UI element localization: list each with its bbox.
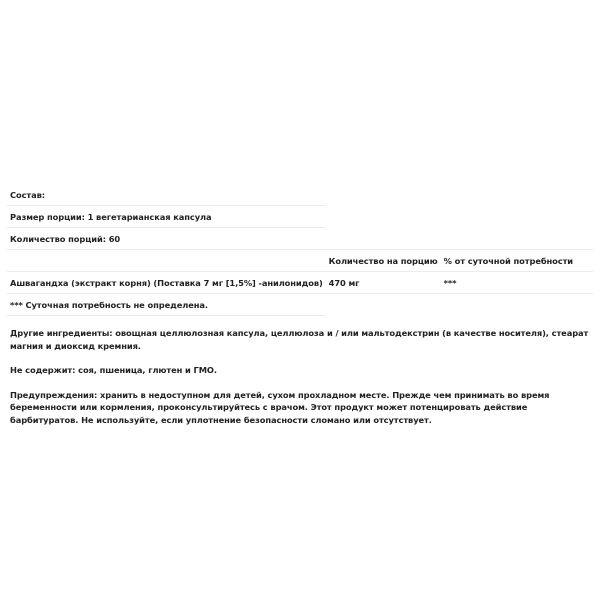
- product-info: [7, 184, 593, 426]
- column-header-daily-value: % от суточной потребности: [441, 250, 593, 272]
- table-header-row: [7, 250, 593, 272]
- composition-row: [7, 184, 593, 206]
- composition-label: Состав:: [7, 184, 326, 206]
- warnings-text: Предупреждения: хранить в недоступном для детей, сухом прохладном месте. Прежде чем принимать во время беременности или кормления, проконсультируйтесь с врачом. Этот продукт может потенцировать действие барбитуратов. Не используйте, если уплотнение безопасности сломано или отсутствует.: [10, 389, 550, 425]
- does-not-contain-text: Не содержит: соя, пшеница, глютен и ГМО.: [10, 365, 217, 375]
- ingredient-amount: 470 мг: [326, 272, 441, 294]
- ingredient-daily-value: ***: [441, 272, 593, 294]
- servings-count: Количество порций: 60: [7, 228, 326, 250]
- table-row: [7, 272, 593, 294]
- footnote-row: [7, 294, 593, 316]
- column-header-amount: Количество на порцию: [326, 250, 441, 272]
- serving-size-row: [7, 206, 593, 228]
- other-ingredients-text: Другие ингредиенты: овощная целлюлозная капсула, целлюлоза и / или мальтодекстрин (в качестве носителя), стеарат магния и диоксид кремния.: [10, 328, 589, 351]
- servings-count-row: [7, 228, 593, 250]
- column-header-name: [7, 250, 326, 272]
- daily-value-footnote: *** Суточная потребность не определена.: [7, 294, 326, 316]
- supplement-facts-table: [7, 184, 593, 316]
- serving-size: Размер порции: 1 вегетарианская капсула: [7, 206, 326, 228]
- ingredient-name: Ашвагандха (экстракт корня) (Поставка 7 мг [1,5%] -анилонидов): [7, 272, 326, 294]
